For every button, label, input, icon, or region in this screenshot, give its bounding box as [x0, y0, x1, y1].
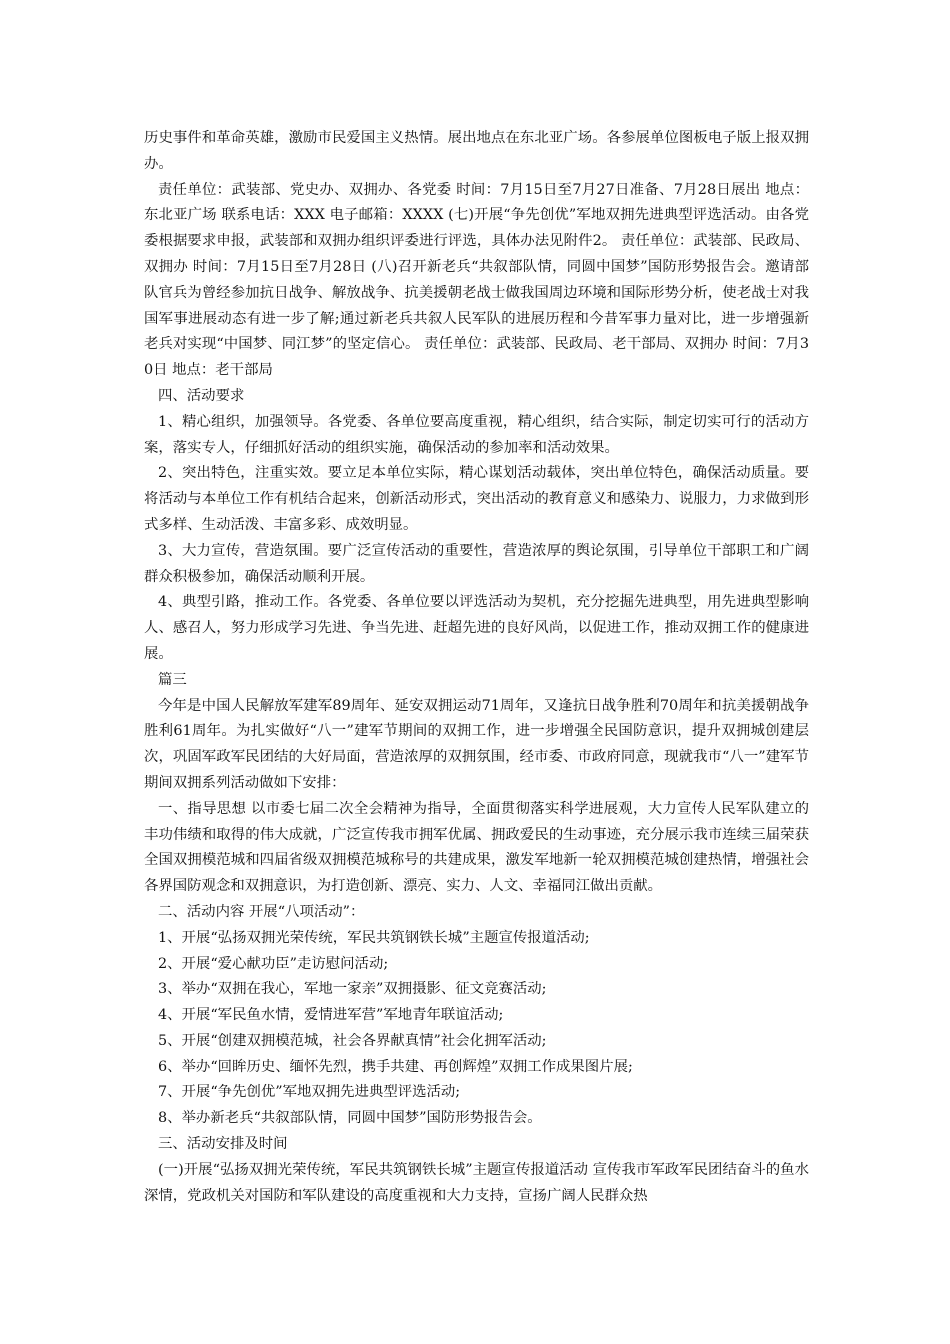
- chapter-heading: 篇三: [158, 671, 187, 688]
- schedule-paragraph-1: (一)开展“弘扬双拥光荣传统，军民共筑钢铁长城”主题宣传报道活动 宣传我市军政军民团结奋斗的鱼水深情，党政机关对国防和军队建设的高度重视和大力支持，宣扬广阔人民群众热: [144, 1161, 809, 1204]
- activity-item-4: 4、开展“军民鱼水情，爱情进军营”军地青年联谊活动;: [158, 1007, 504, 1024]
- paragraph-2: 责任单位：武装部、党史办、双拥办、各党委 时间：7月15日至7月27日准备、7月28日展出 地点：东北亚广场 联系电话：XXX 电子邮箱：XXXX (七)开展“争先创优”军地双拥先进典型评选活动。由各党委根据要求申报，武装部和双拥办组织评委进行评选，具体办法见附件2。 责任单位：武装部、民政局、双拥办 时间：7月15日至7月28日 (八)召开新老兵“共叙部队情，同圆中国梦”国防形势报告会。邀请部队官兵为曾经参加抗日战争、解放战争、抗美援朝老战士做我国周边环境和国际形势分析，使老战士对我国军事进展动态有进一步了解;通过新老兵共叙人民军队的进展历程和今昔军事力量对比，进一步增强新老兵对实现“中国梦、同江梦”的坚定信心。 责任单位：武装部、民政局、老干部局、双拥办 时间：7月30日 地点：老干部局: [144, 181, 809, 379]
- activity-item-8: 8、举办新老兵“共叙部队情，同圆中国梦”国防形势报告会。: [158, 1110, 542, 1127]
- requirement-item-4: 4、典型引路，推动工作。各党委、各单位要以评选活动为契机，充分挖掘先进典型，用先进典型影响人、感召人，努力形成学习先进、争当先进、赶超先进的良好风尚，以促进工作，推动双拥工作的健康进展。: [144, 594, 809, 662]
- activity-item-5: 5、开展“创建双拥模范城，社会各界献真情”社会化拥军活动;: [158, 1032, 547, 1049]
- intro-paragraph: 今年是中国人民解放军建军89周年、延安双拥运动71周年，又逢抗日战争胜利70周年和抗美援朝战争胜利61周年。为扎实做好“八一”建军节期间的双拥工作，进一步增强全民国防意识，提升双拥城创建层次，巩固军政军民团结的大好局面，营造浓厚的双拥氛围，经市委、市政府同意，现就我市“八一”建军节期间双拥系列活动做如下安排：: [144, 697, 809, 791]
- section-heading-requirements: 四、活动要求: [158, 387, 245, 404]
- requirement-item-3: 3、大力宣传，营造氛围。要广泛宣传活动的重要性，营造浓厚的舆论氛围，引导单位干部职工和广阔群众积极参加，确保活动顺利开展。: [144, 542, 809, 585]
- requirement-item-2: 2、突出特色，注重实效。要立足本单位实际，精心谋划活动载体，突出单位特色，确保活动质量。要将活动与本单位工作有机结合起来，创新活动形式，突出活动的教育意义和感染力、说服力，力求做到形式多样、生动活泼、丰富多彩、成效明显。: [144, 465, 809, 533]
- guiding-principle-paragraph: 一、指导思想 以市委七届二次全会精神为指导，全面贯彻落实科学进展观，大力宣传人民军队建立的丰功伟绩和取得的伟大成就，广泛宣传我市拥军优属、拥政爱民的生动事迹，充分展示我市连续三届荣获全国双拥模范城和四届省级双拥模范城称号的共建成果，激发军地新一轮双拥模范城创建热情，增强社会各界国防观念和双拥意识，为打造创新、漂亮、实力、人文、幸福同江做出贡献。: [144, 800, 809, 895]
- requirement-item-1: 1、精心组织，加强领导。各党委、各单位要高度重视，精心组织，结合实际，制定切实可行的活动方案，落实专人，仔细抓好活动的组织实施，确保活动的参加率和活动效果。: [144, 413, 809, 456]
- activity-item-2: 2、开展“爱心献功臣”走访慰问活动;: [158, 955, 389, 972]
- activity-item-1: 1、开展“弘扬双拥光荣传统，军民共筑钢铁长城”主题宣传报道活动;: [158, 929, 590, 946]
- document-page: [144, 126, 809, 1209]
- paragraph-1: 历史事件和革命英雄，激励市民爱国主义热情。展出地点在东北亚广场。各参展单位图板电子版上报双拥办。: [144, 130, 809, 172]
- section-heading-activities: 二、活动内容 开展“八项活动”：: [158, 903, 365, 920]
- activity-item-6: 6、举办“回眸历史、缅怀先烈，携手共建、再创辉煌”双拥工作成果图片展;: [158, 1058, 633, 1075]
- section-heading-schedule: 三、活动安排及时间: [158, 1136, 288, 1153]
- activity-item-7: 7、开展“争先创优”军地双拥先进典型评选活动;: [158, 1084, 461, 1101]
- activity-item-3: 3、举办“双拥在我心，军地一家亲”双拥摄影、征文竞赛活动;: [158, 981, 547, 998]
